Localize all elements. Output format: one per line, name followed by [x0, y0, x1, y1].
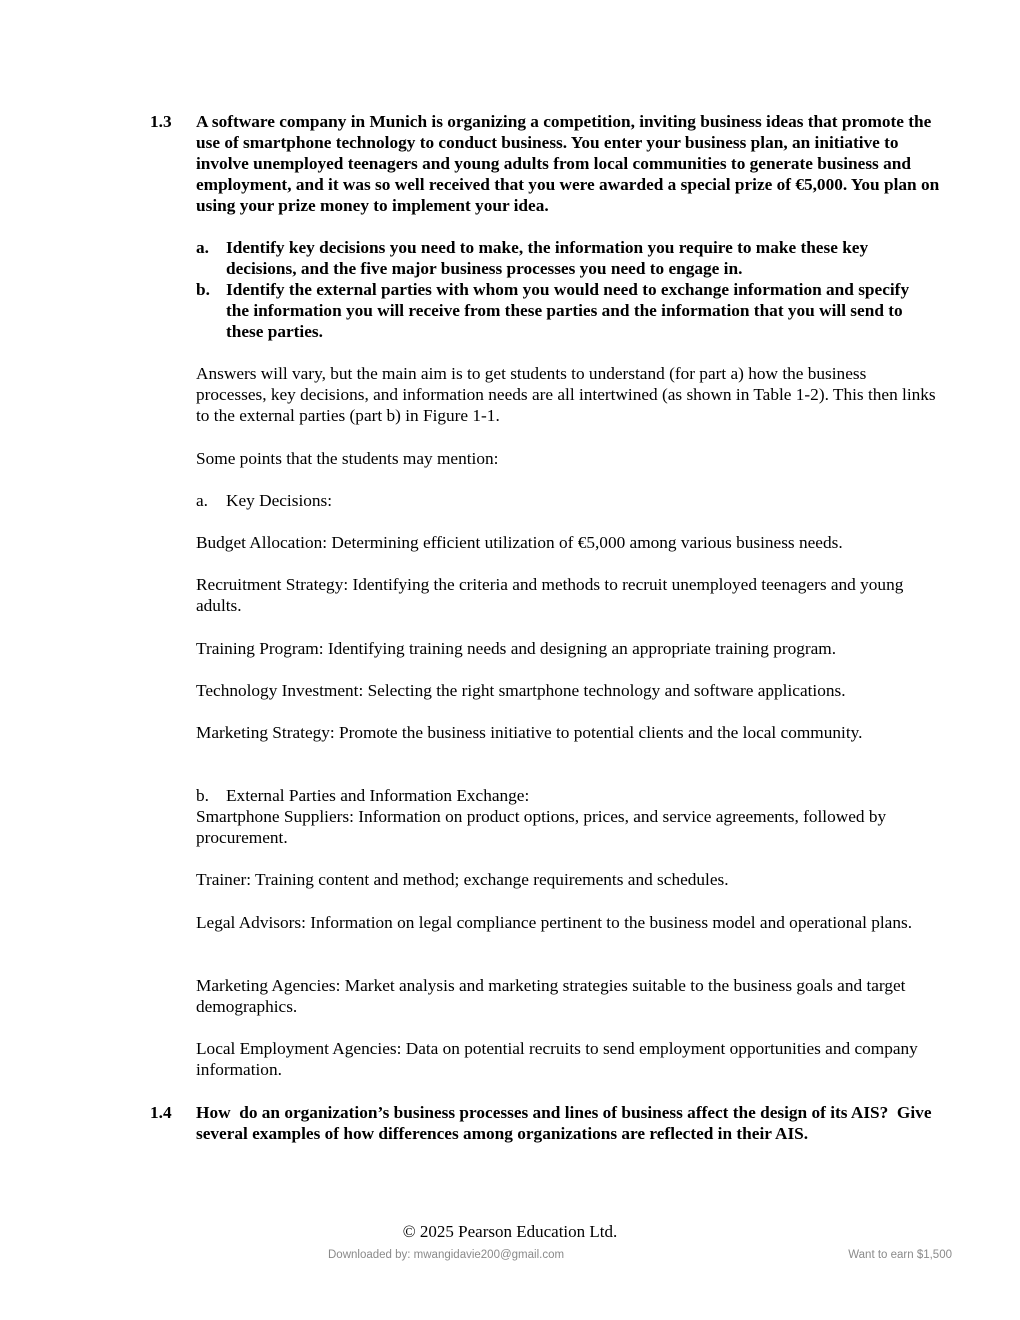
part-a-heading [196, 490, 966, 511]
point-marketing: Marketing Strategy: Promote the business initiative to potential clients and the local community. [196, 723, 863, 742]
points-intro: Some points that the students may mention: [196, 449, 499, 468]
point-recruitment: Recruitment Strategy: Identifying the criteria and methods to recruit unemployed teenagers and young adults. [196, 575, 904, 615]
part-b-heading [196, 785, 966, 806]
question-1-3 [150, 111, 940, 216]
subpart-letter: b. [196, 280, 210, 299]
subpart-a [196, 237, 936, 279]
question-text: A software company in Munich is organizing a competition, inviting business ideas that promote the use of smartphone technology to conduct business. You enter your business plan, an initiative to involve unemployed teenagers and young adults from local communities to generate business and employment, and it was so well received that you were awarded a special prize of €5,000. You plan on using your prize money to implement your idea. [196, 112, 940, 215]
part-letter: b. [196, 786, 209, 805]
subpart-text: Identify the external parties with whom you would need to exchange information and specify the information you will receive from these parties and the information that you will send to these parties. [226, 280, 910, 341]
part-heading-text: Key Decisions: [226, 491, 333, 510]
question-1-4 [150, 1102, 940, 1144]
promo-link[interactable]: Want to earn $1,500 [848, 1249, 952, 1261]
question-1-3-subparts [196, 237, 936, 342]
subpart-letter: a. [196, 238, 209, 257]
downloaded-by-text: Downloaded by: mwangidavie200@gmail.com [328, 1249, 565, 1261]
copyright-notice: © 2025 Pearson Education Ltd. [402, 1222, 618, 1241]
subpart-b [196, 279, 936, 342]
question-number: 1.3 [150, 112, 172, 131]
question-text: How do an organization’s business processes and lines of business affect the design of its AIS? Give several examples of how differences among organizations are reflected in their AIS. [196, 1103, 936, 1143]
part-letter: a. [196, 491, 208, 510]
point-technology: Technology Investment: Selecting the right smartphone technology and software applications. [196, 681, 846, 700]
point-training: Training Program: Identifying training needs and designing an appropriate training program. [196, 639, 837, 658]
point-suppliers: Smartphone Suppliers: Information on product options, prices, and service agreements, followed by procurement. [196, 807, 887, 847]
point-employment: Local Employment Agencies: Data on potential recruits to send employment opportunities and company information. [196, 1039, 918, 1079]
answer-intro: Answers will vary, but the main aim is to get students to understand (for part a) how the business processes, key decisions, and information needs are all intertwined (as shown in Table 1-2). This then links to the external parties (part b) in Figure 1-1. [196, 364, 936, 425]
subpart-text: Identify key decisions you need to make, the information you require to make these key decisions, and the five major business processes you need to engage in. [226, 238, 869, 278]
point-legal: Legal Advisors: Information on legal compliance pertinent to the business model and operational plans. [196, 913, 913, 932]
point-budget: Budget Allocation: Determining efficient utilization of €5,000 among various business needs. [196, 533, 843, 552]
point-agencies: Marketing Agencies: Market analysis and marketing strategies suitable to the business goals and target demographics. [196, 976, 906, 1016]
question-number: 1.4 [150, 1103, 172, 1122]
part-heading-text: External Parties and Information Exchange: [226, 786, 530, 805]
point-trainer: Trainer: Training content and method; exchange requirements and schedules. [196, 870, 729, 889]
